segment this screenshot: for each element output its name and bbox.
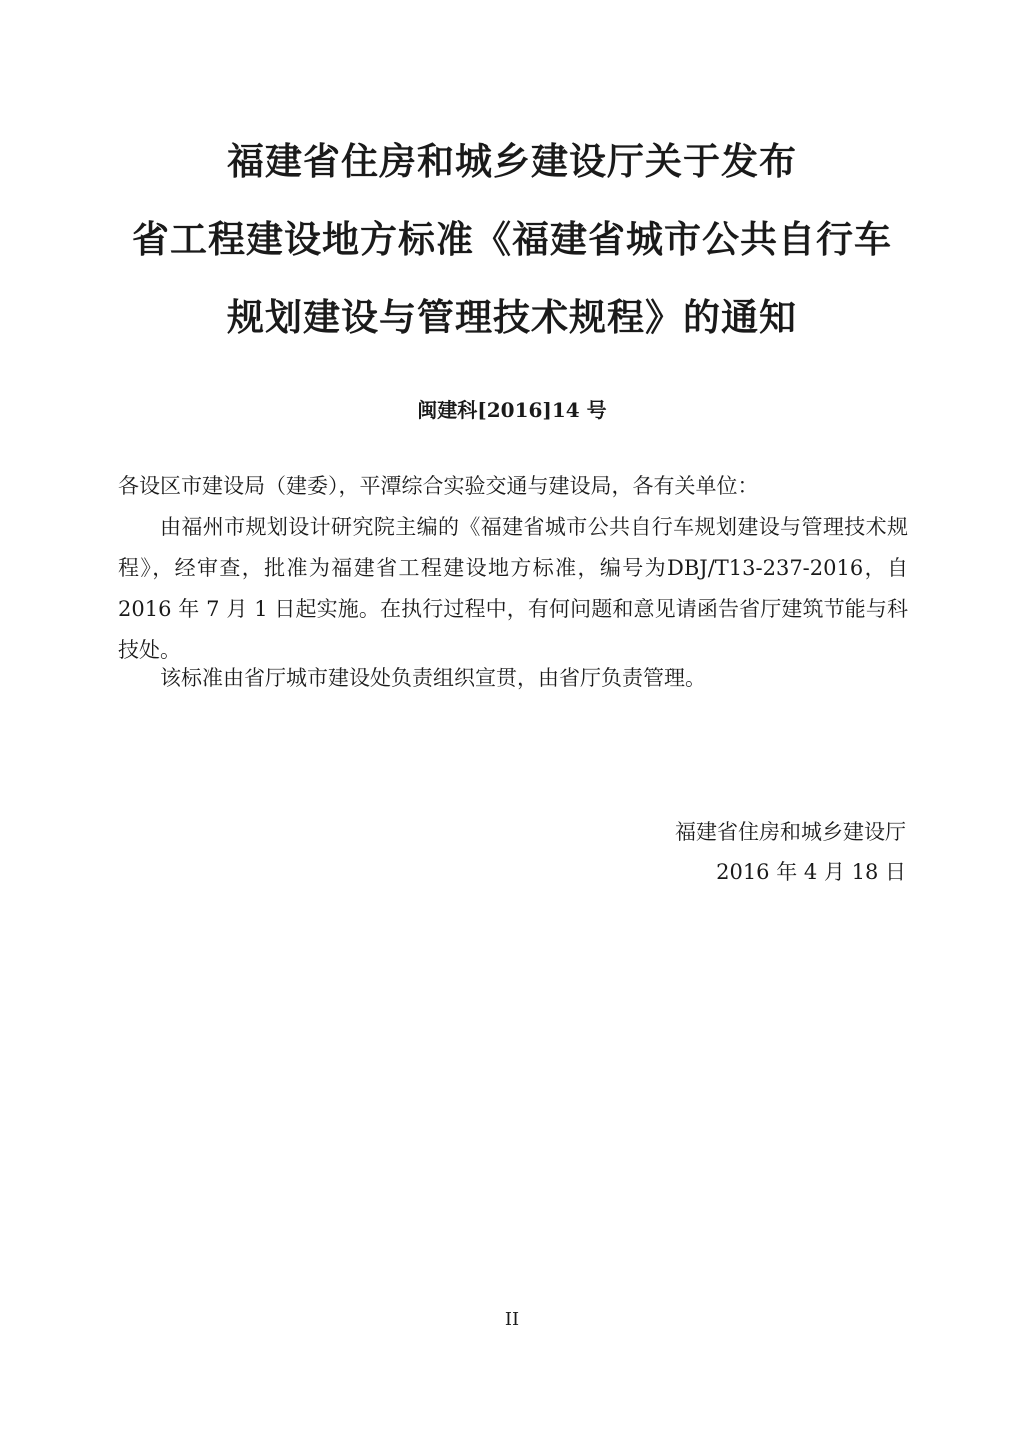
title-line-1: 福建省住房和城乡建设厅关于发布 bbox=[227, 140, 797, 183]
document-number: 闽建科[2016]14 号 bbox=[417, 398, 607, 422]
title-line-2: 省工程建设地方标准《福建省城市公共自行车 bbox=[132, 218, 892, 261]
body-paragraph-1: 由福州市规划设计研究院主编的《福建省城市公共自行车规划建设与管理技术规程》，经审查，批准为福建省工程建设地方标准，编号为DBJ/T13-237-2016，自 2016 年 7 月 1 日起实施。在执行过程中，有何问题和意见请函告省厅建筑节能与科技处。 bbox=[118, 515, 908, 662]
title-line-3: 规划建设与管理技术规程》的通知 bbox=[227, 296, 797, 339]
addressee: 各设区市建设局（建委），平潭综合实验交通与建设局，各有关单位： bbox=[118, 474, 759, 498]
body-paragraph-2: 该标准由省厅城市建设处负责组织宣贯，由省厅负责管理。 bbox=[160, 666, 706, 690]
signature-organization: 福建省住房和城乡建设厅 bbox=[675, 820, 906, 844]
signature-block bbox=[675, 812, 906, 892]
signature-date: 2016 年 4 月 18 日 bbox=[716, 860, 906, 884]
page-number: II bbox=[504, 1309, 520, 1330]
